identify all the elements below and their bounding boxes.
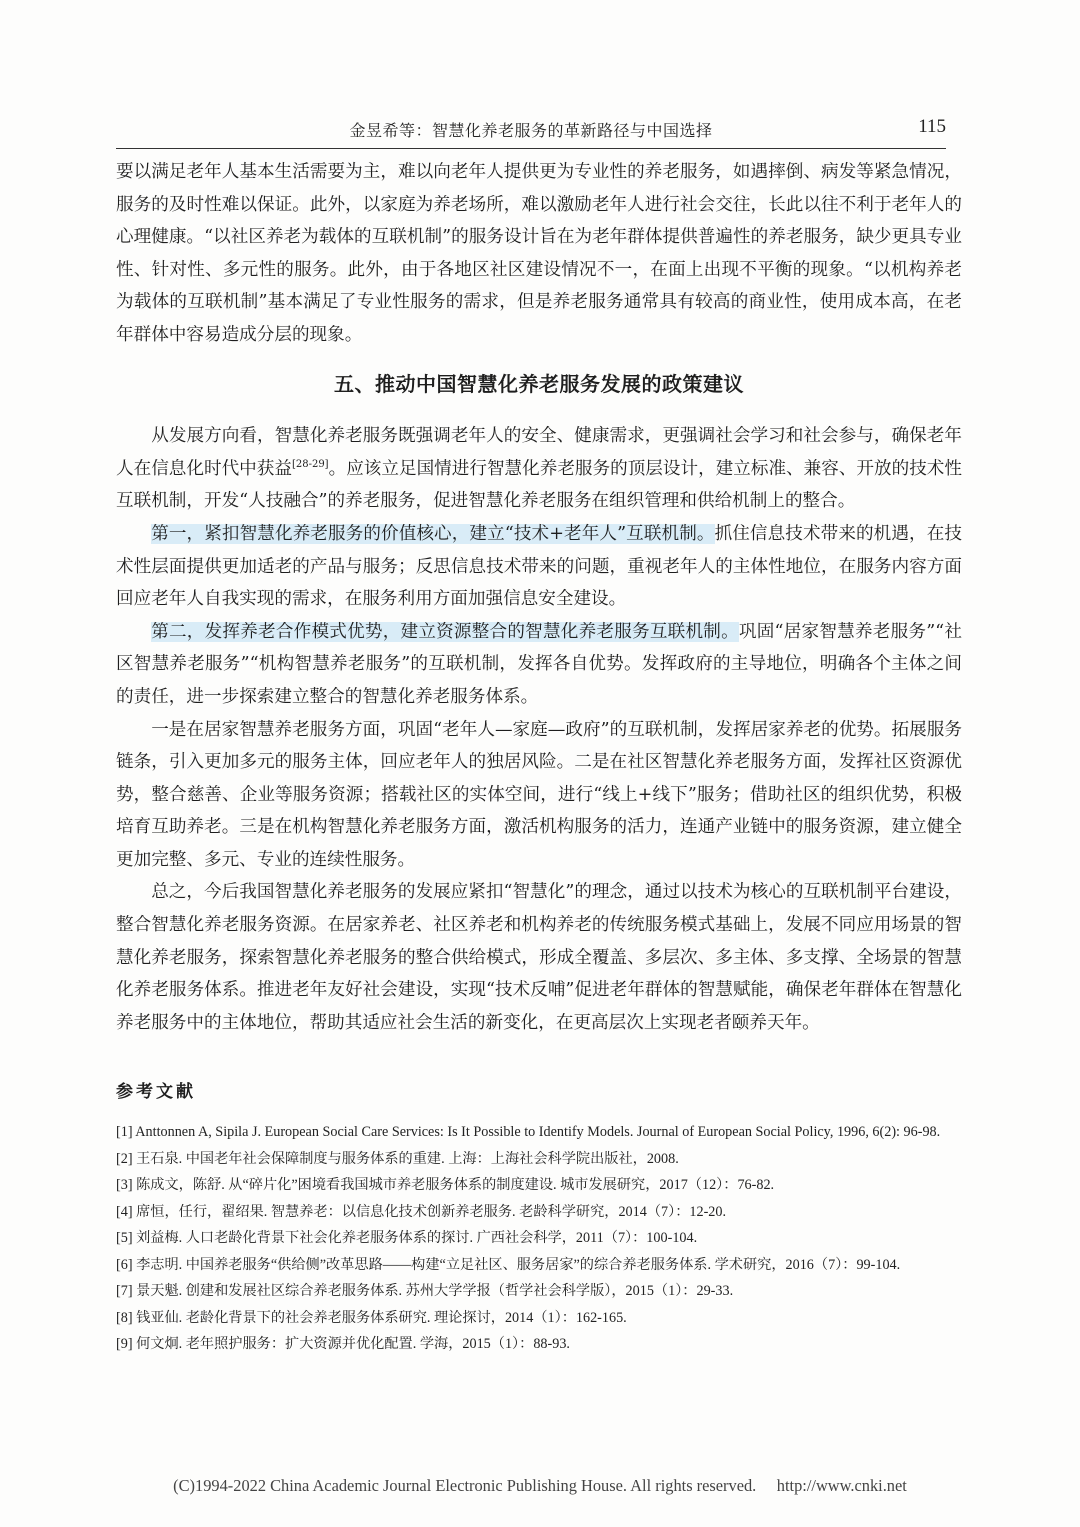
reference-item: [7] 景天魁. 创建和发展社区综合养老服务体系. 苏州大学学报（哲学社会科学版），2015（1）：29-33. bbox=[116, 1283, 734, 1299]
paragraph-3 bbox=[116, 518, 962, 616]
reference-item: [9] 何文炯. 老年照护服务：扩大资源并优化配置. 学海，2015（1）：88-93. bbox=[116, 1336, 570, 1352]
paragraph-2 bbox=[116, 420, 962, 518]
paragraph-3-text: 抓住信息技术带来的机遇，在技术性层面提供更加适老的产品与服务；反思信息技术带来的问题，重视老年人的主体性地位，在服务内容方面回应老年人自我实现的需求，在服务利用方面加强信息安全建设。 bbox=[116, 523, 962, 610]
section-heading: 五、推动中国智慧化养老服务发展的政策建议 bbox=[334, 371, 744, 396]
cnki-link[interactable]: http://www.cnki.net bbox=[776, 1476, 907, 1495]
reference-item: [2] 王石泉. 中国老年社会保障制度与服务体系的重建. 上海：上海社会科学院出版社，2008. bbox=[116, 1150, 679, 1167]
paragraph-4-text: 巩固“居家智慧养老服务”“社区智慧养老服务”“机构智慧养老服务”的互联机制，发挥各自优势。发挥政府的主导地位，明确各个主体之间的责任，进一步探索建立整合的智慧化养老服务体系。 bbox=[116, 621, 962, 707]
reference-item: [5] 刘益梅. 人口老龄化背景下社会化养老服务体系的探讨. 广西社会科学，2011（7）：100-104. bbox=[116, 1230, 698, 1246]
reference-item: [4] 席恒，任行，翟绍果. 智慧养老：以信息化技术创新养老服务. 老龄科学研究，2014（7）：12-20. bbox=[116, 1203, 727, 1220]
highlighted-sentence[interactable]: 第二，发挥养老合作模式优势，建立资源整合的智慧化养老服务互联机制。 bbox=[151, 621, 739, 642]
highlighted-sentence[interactable]: 第一，紧扣智慧化养老服务的价值核心，建立“技术+老年人”互联机制。 bbox=[151, 523, 715, 544]
reference-item: [1] Anttonnen A, Sipila J. European Social Care Services: Is It Possible to Identify Models. Journal of European Social Policy, 1996, 6(2): 96-98. bbox=[116, 1124, 941, 1140]
paragraph-2-text-cont: 。应该立足国情进行智慧化养老服务的顶层设计，建立标准、兼容、开放的技术性互联机制，开发“人技融合”的养老服务，促进智慧化养老服务在组织管理和供给机制上的整合。 bbox=[116, 458, 962, 512]
reference-item: [6] 李志明. 中国养老服务“供给侧”改革思路——构建“立足社区、服务居家”的综合养老服务体系. 学术研究，2016（7）：99-104. bbox=[116, 1256, 901, 1273]
article-body bbox=[116, 156, 962, 1039]
page-number: 115 bbox=[918, 116, 946, 137]
paragraph-2-text: 从发展方向看，智慧化养老服务既强调老年人的安全、健康需求，更强调社会学习和社会参与，确保老年人在信息化时代中获益 bbox=[116, 426, 962, 479]
running-header bbox=[116, 116, 946, 149]
reference-item: [8] 钱亚仙. 老龄化背景下的社会养老服务体系研究. 理论探讨，2014（1）：162-165. bbox=[116, 1309, 627, 1326]
running-title: 金昱希等：智慧化养老服务的革新路径与中国选择 bbox=[349, 121, 713, 140]
copyright-footer bbox=[0, 1476, 1080, 1496]
citation-superscript: [28-29] bbox=[291, 458, 329, 470]
paragraph-4 bbox=[116, 616, 962, 714]
paragraph-6: 总之，今后我国智慧化养老服务的发展应紧扣“智慧化”的理念，通过以技术为核心的互联机制平台建设，整合智慧化养老服务资源。在居家养老、社区养老和机构养老的传统服务模式基础上，发展不同应用场景的智慧化养老服务，探索智慧化养老服务的整合供给模式，形成全覆盖、多层次、多主体、多支撑、全场景的智慧化养老服务体系。推进老年友好社会建设，实现“技术反哺”促进老年群体的智慧赋能，确保老年群体在智慧化养老服务中的主体地位，帮助其适应社会生活的新变化，在更高层次上实现老者颐养天年。 bbox=[116, 882, 962, 1033]
reference-item: [3] 陈成文，陈舒. 从“碎片化”困境看我国城市养老服务体系的制度建设. 城市发展研究，2017（12）：76-82. bbox=[116, 1177, 775, 1193]
copyright-text: (C)1994-2022 China Academic Journal Electronic Publishing House. All rights reserved. bbox=[173, 1476, 757, 1495]
references-heading: 参考文献 bbox=[116, 1082, 196, 1102]
paragraph-1: 要以满足老年人基本生活需要为主，难以向老年人提供更为专业性的养老服务，如遇摔倒、病发等紧急情况，服务的及时性难以保证。此外，以家庭为养老场所，难以激励老年人进行社会交往，长此以往不利于老年人的心理健康。“以社区养老为载体的互联机制”的服务设计旨在为老年群体提供普遍性的养老服务，缺少更具专业性、针对性、多元性的服务。此外，由于各地区社区建设情况不一，在面上出现不平衡的现象。“以机构养老为载体的互联机制”基本满足了专业性服务的需求，但是养老服务通常具有较高的商业性，使用成本高，在老年群体中容易造成分层的现象。 bbox=[116, 162, 962, 345]
reference-list bbox=[116, 1120, 962, 1359]
paragraph-5: 一是在居家智慧养老服务方面，巩固“老年人—家庭—政府”的互联机制，发挥居家养老的优势。拓展服务链条，引入更加多元的服务主体，回应老年人的独居风险。二是在社区智慧化养老服务方面，发挥社区资源优势，整合慈善、企业等服务资源；搭载社区的实体空间，进行“线上+线下”服务；借助社区的组织优势，积极培育互助养老。三是在机构智慧化养老服务方面，激活机构服务的活力，连通产业链中的服务资源，建立健全更加完整、多元、专业的连续性服务。 bbox=[116, 719, 962, 870]
